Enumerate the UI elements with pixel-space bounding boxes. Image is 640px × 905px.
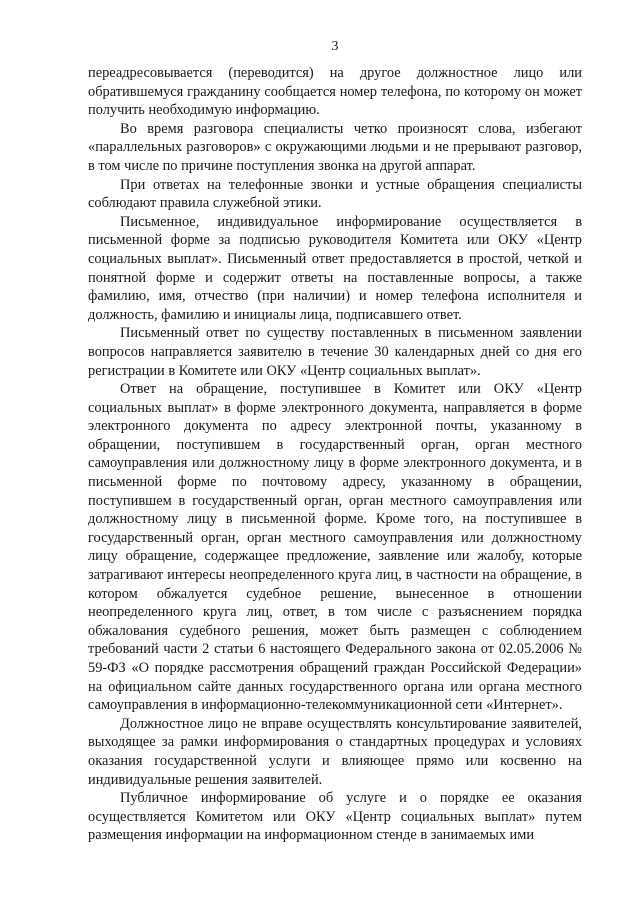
paragraph-conversation: Во время разговора специалисты четко произносят слова, избегают «параллельных разговоров» с окружающими людьми и не прерывают разговор, в том числе по причине поступления звонка на другой аппарат. [88, 120, 582, 174]
paragraph-redirect: переадресовывается (переводится) на другое должностное лицо или обратившемуся гражданину сообщается номер телефона, по которому он может получить необходимую информацию. [88, 65, 582, 119]
paragraph-consulting-limits: Должностное лицо не вправе осуществлять консультирование заявителей, выходящее за рамки информирования о стандартных процедурах и условиях оказания государственной услуги и влияющее прямо или косвенно на индивидуальные решения заявителей. [88, 715, 582, 788]
paragraph-public-info: Публичное информирование об услуге и о порядке ее оказания осуществляется Комитетом или ОКУ «Центр социальных выплат» путем размещения информации на информационном стенде в занимаемых ими [88, 790, 582, 844]
page-number: 3 [331, 39, 339, 54]
paragraph-response-term: Письменный ответ по существу поставленных в письменном заявлении вопросов направляется заявителю в течение 30 календарных дней со дня его регистрации в Комитете или ОКУ «Центр социальных выплат». [88, 325, 582, 379]
document-body [88, 64, 582, 845]
paragraph-ethics: При ответах на телефонные звонки и устные обращения специалисты соблюдают правила служебной этики. [88, 176, 582, 212]
paragraph-written-info: Письменное, индивидуальное информирование осуществляется в письменной форме за подписью руководителя Комитета или ОКУ «Центр социальных выплат». Письменный ответ предоставляется в простой, четкой и понятной форме и содержит ответы на поставленные вопросы, а также фамилию, имя, отчество (при наличии) и номер телефона исполнителя и должность, фамилию и инициалы лица, подписавшего ответ. [88, 213, 582, 323]
paragraph-electronic-response: Ответ на обращение, поступившее в Комитет или ОКУ «Центр социальных выплат» в форме электронного документа, направляется в форме электронного документа по адресу электронной почты, указанному в обращении, поступившем в государственный орган, орган местного самоуправления или должностному лицу в форме электронного документа, и в письменной форме по почтовому адресу, указанному в обращении, поступившем в государственный орган, орган местного самоуправления или должностному лицу в письменной форме. Кроме того, на поступившее в государственный орган, орган местного самоуправления или должностному лицу обращение, содержащее предложение, заявление или жалобу, которые затрагивают интересы неопределенного круга лиц, в частности на обращение, в котором обжалуется судебное решение, вынесенное в отношении неопределенного круга лиц, ответ, в том числе с разъяснением порядка обжалования судебного решения, может быть размещен с соблюдением требований части 2 статьи 6 настоящего Федерального закона от 02.05.2006 № 59-ФЗ «О порядке рассмотрения обращений граждан Российской Федерации» на официальном сайте данных государственного органа или органа местного самоуправления в информационно-телекоммуникационной сети «Интернет». [88, 381, 582, 714]
